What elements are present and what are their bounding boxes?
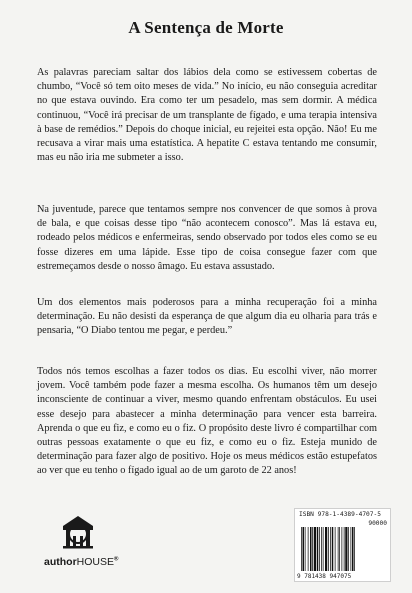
authorhouse-logo-icon [60, 514, 96, 550]
page-title: A Sentença de Morte [128, 18, 284, 37]
price-code: 90000 [368, 520, 387, 527]
trademark-symbol: ® [114, 556, 119, 563]
paragraph-4: Todos nós temos escolhas a fazer todos os dias. Eu escolhi viver, não morrer jovem. Você também pode fazer a mesma escolha. Os humanos têm um desejo inconsciente de continuar a viver, mesmo quando enfrentam obstáculos. Eu usei esse desejo para abastecer a minha determinação para vencer esta barreira. Aprenda o que eu fiz, e como eu o fiz. O propósito deste livro é compartilhar com outras pessoas exatamente o que eu fiz, e como eu o fiz. Esteja munido de determinação para fazer algo de positivo. Hoje os meus médicos estão estupefatos ao ver que eu tenho o fígado igual ao de um garoto de 22 anos! [37, 366, 377, 477]
ean-number: 9 781438 947075 [297, 573, 352, 580]
paragraph-2: Na juventude, parece que tentamos sempre nos convencer de que somos à prova de bala, e que coisas desse tipo “não acontecem conosco”. Mas lá estava eu, rodeado pelos médicos e enfermeiras, sendo observado por todos eles como se eu fosse dizeres em uma lápide. Esse tipo de coisa consegue fazer com que estremeçamos desde o nosso âmago. Eu estava assustado. [37, 204, 377, 272]
publisher-name [44, 556, 134, 568]
publisher-logo [44, 514, 119, 584]
barcode [294, 508, 391, 582]
barcode-bars [299, 527, 386, 571]
isbn-number: ISBN 978-1-4389-4707-5 [299, 511, 381, 518]
paragraph-3: Um dos elementos mais poderosos para a minha recuperação foi a minha determinação. Eu não desisti da esperança de que algum dia eu olharia para trás e pensaria, “O Diabo tentou me pegar, e perdeu.” [37, 297, 377, 337]
paragraph-1: As palavras pareciam saltar dos lábios dela como se estivessem cobertas de chumbo, “Você só tem oito meses de vida.” No início, eu não conseguia acreditar no que estava ouvindo. Era como ter um pesadelo, mas sem dormir. A médica continuou, “Você irá precisar de um transplante de fígado, e uma terapia intensiva à base de remédios.” Depois do choque inicial, eu rejeitei esta opção. Não! Eu me recusava a virar mais uma estatística. A hepatite C estava tentando me consumir, mas eu não iria me submeter a isso. [37, 67, 377, 164]
publisher-name-light: HOUSE [76, 556, 115, 568]
publisher-name-bold: author [44, 556, 77, 568]
